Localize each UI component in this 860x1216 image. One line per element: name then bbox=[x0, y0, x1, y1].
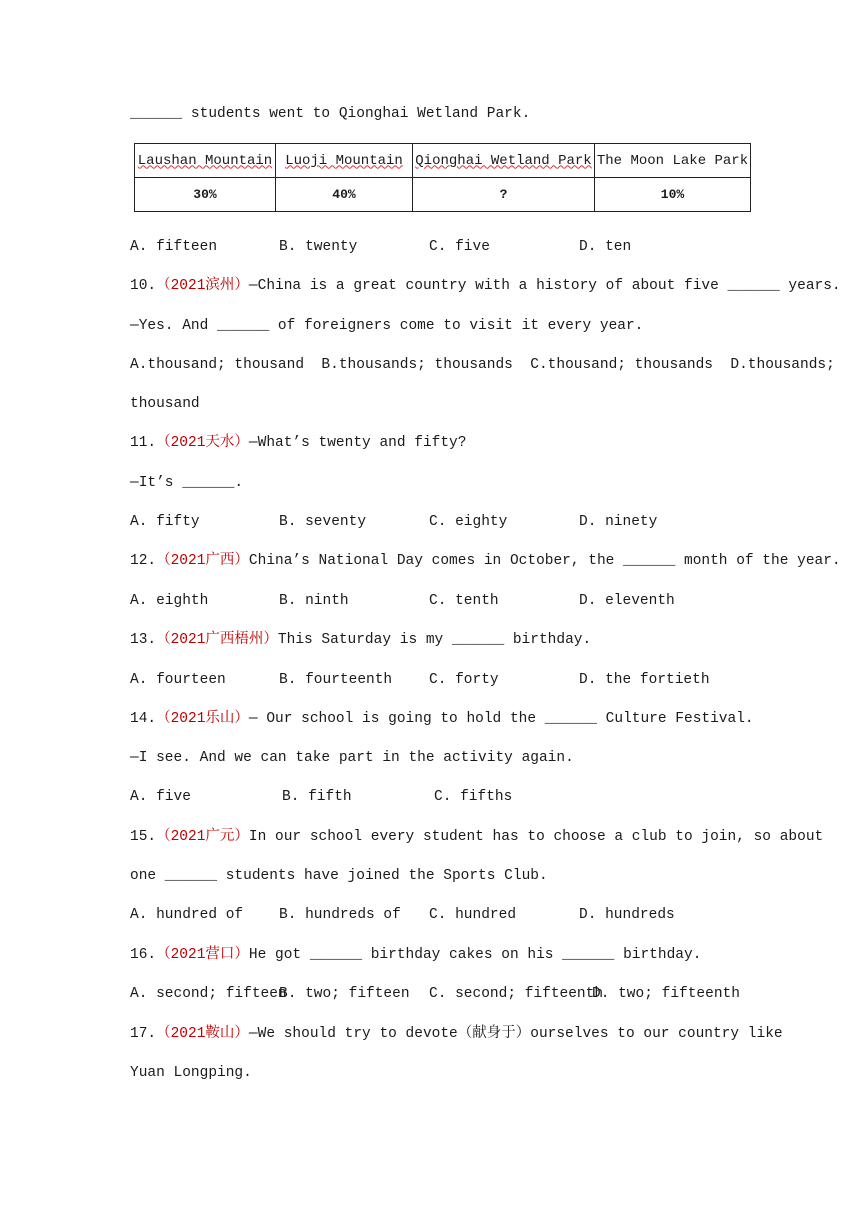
option: B. two; fifteen bbox=[279, 986, 410, 1002]
question-14 bbox=[130, 709, 754, 729]
question-text: —China is a great country with a history of about five ______ years. bbox=[248, 278, 841, 294]
question-number: 10. bbox=[130, 278, 157, 294]
question-source: （2021广元） bbox=[156, 829, 249, 845]
question-number: 12. bbox=[130, 553, 157, 569]
option: B. twenty bbox=[279, 239, 358, 255]
option: B. hundreds of bbox=[279, 907, 401, 923]
question-number: 16. bbox=[130, 947, 157, 963]
option: D. the fortieth bbox=[579, 672, 710, 688]
option: D. two; fifteenth bbox=[592, 986, 740, 1002]
option: D. hundreds bbox=[579, 907, 675, 923]
question-number: 17. bbox=[130, 1026, 157, 1042]
option: D. ninety bbox=[579, 514, 658, 530]
question-15 bbox=[130, 827, 823, 847]
option: C. second; fifteenth bbox=[429, 986, 604, 1002]
question-12 bbox=[130, 551, 841, 571]
option: C. hundred bbox=[429, 907, 517, 923]
table-value-cell: 40% bbox=[276, 178, 413, 212]
question-text: China’s National Day comes in October, the ______ month of the year. bbox=[248, 553, 841, 569]
option: C. eighty bbox=[429, 514, 508, 530]
question-source: （2021滨州） bbox=[156, 278, 249, 294]
question-text: —We should try to devote（献身于）ourselves to our country like bbox=[248, 1026, 783, 1042]
table-value-cell: 10% bbox=[595, 178, 751, 212]
question-text: He got ______ birthday cakes on his ______ birthday. bbox=[248, 947, 702, 963]
option: C. forty bbox=[429, 672, 499, 688]
question-number: 11. bbox=[130, 435, 157, 451]
table-header-cell: Qionghai Wetland Park bbox=[413, 144, 595, 178]
question-10 bbox=[130, 276, 841, 296]
question-text: —What’s twenty and fifty? bbox=[248, 435, 467, 451]
question-text: This Saturday is my ______ birthday. bbox=[277, 632, 592, 648]
option: A. eighth bbox=[130, 593, 209, 609]
question-11 bbox=[130, 433, 466, 453]
option: A. hundred of bbox=[130, 907, 244, 923]
option: B. seventy bbox=[279, 514, 367, 530]
question-source: （2021广西梧州） bbox=[156, 632, 278, 648]
options-line: A.thousand; thousand B.thousands; thousands C.thousand; thousands D.thousands; bbox=[130, 357, 835, 373]
question-source: （2021广西） bbox=[156, 553, 249, 569]
question-text: —I see. And we can take part in the activity again. bbox=[130, 750, 574, 766]
table-value-cell: 30% bbox=[135, 178, 276, 212]
question-text: —Yes. And ______ of foreigners come to visit it every year. bbox=[130, 318, 644, 334]
option: A. fourteen bbox=[130, 672, 226, 688]
question-source: （2021天水） bbox=[156, 435, 249, 451]
option: A. fifteen bbox=[130, 239, 218, 255]
option: C. fifths bbox=[434, 789, 513, 805]
option: A. five bbox=[130, 789, 191, 805]
table-header-cell: The Moon Lake Park bbox=[595, 144, 751, 178]
survey-table bbox=[134, 143, 751, 212]
question-source: （2021乐山） bbox=[156, 711, 249, 727]
question-text: —It’s ______. bbox=[130, 475, 244, 491]
question-17 bbox=[130, 1024, 783, 1044]
question-13 bbox=[130, 630, 591, 650]
intro-line: ______ students went to Qionghai Wetland Park. bbox=[130, 106, 531, 122]
question-text: Yuan Longping. bbox=[130, 1065, 252, 1081]
option: A. fifty bbox=[130, 514, 200, 530]
option: A. second; fifteen bbox=[130, 986, 287, 1002]
question-number: 15. bbox=[130, 829, 157, 845]
option: D. ten bbox=[579, 239, 632, 255]
question-number: 14. bbox=[130, 711, 157, 727]
option: B. fifth bbox=[282, 789, 352, 805]
question-16 bbox=[130, 945, 701, 965]
table-header-cell: Luoji Mountain bbox=[276, 144, 413, 178]
options-line: thousand bbox=[130, 396, 200, 412]
question-text: one ______ students have joined the Sports Club. bbox=[130, 868, 548, 884]
question-text: — Our school is going to hold the ______ Culture Festival. bbox=[248, 711, 754, 727]
table-header-cell: Laushan Mountain bbox=[135, 144, 276, 178]
option: B. fourteenth bbox=[279, 672, 393, 688]
question-source: （2021鞍山） bbox=[156, 1026, 249, 1042]
option: D. eleventh bbox=[579, 593, 675, 609]
question-source: （2021营口） bbox=[156, 947, 249, 963]
option: C. tenth bbox=[429, 593, 499, 609]
question-number: 13. bbox=[130, 632, 157, 648]
question-text: In our school every student has to choose a club to join, so about bbox=[248, 829, 824, 845]
option: B. ninth bbox=[279, 593, 349, 609]
option: C. five bbox=[429, 239, 490, 255]
table-value-cell: ? bbox=[413, 178, 595, 212]
